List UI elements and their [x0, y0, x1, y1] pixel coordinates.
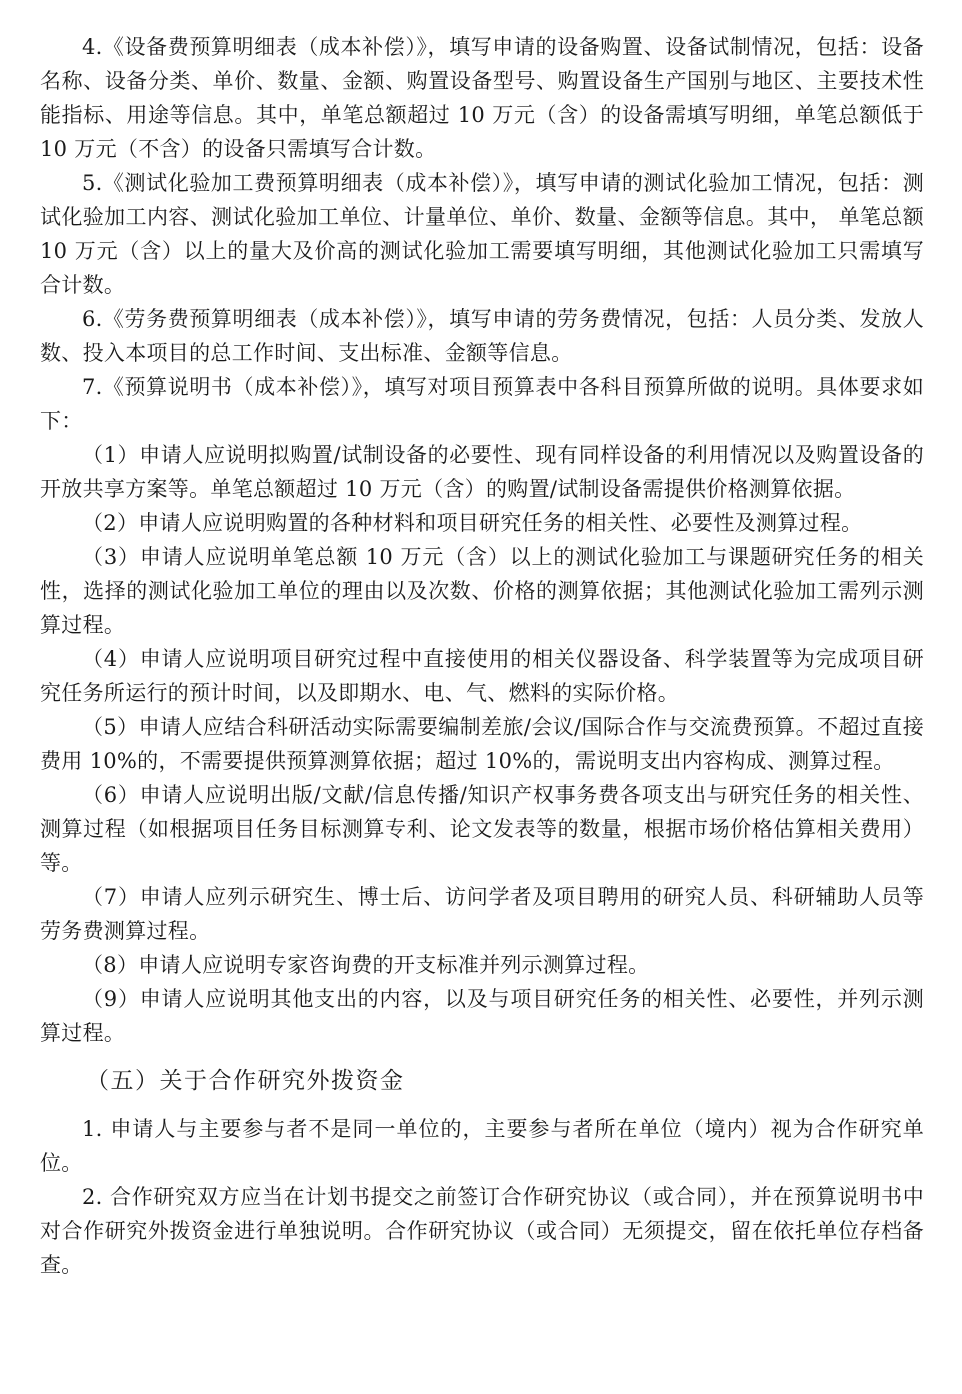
list-item: （1）申请人应说明拟购置/试制设备的必要性、现有同样设备的利用情况以及购置设备的开放共享方案等。单笔总额超过 10 万元（含）的购置/试制设备需提供价格测算依据。	[40, 443, 924, 501]
list-item: （3）申请人应说明单笔总额 10 万元（含）以上的测试化验加工与课题研究任务的相关性，选择的测试化验加工单位的理由以及次数、价格的测算依据；其他测试化验加工需列示测算过程。	[40, 545, 924, 637]
paragraph-labor-budget: 6.《劳务费预算明细表（成本补偿）》，填写申请的劳务费情况，包括：人员分类、发放人数、投入本项目的总工作时间、支出标准、金额等信息。	[40, 307, 924, 365]
paragraph-cooperation-agreement: 2. 合作研究双方应当在计划书提交之前签订合作研究协议（或合同），并在预算说明书中对合作研究外拨资金进行单独说明。合作研究协议（或合同）无须提交，留在依托单位存档备查。	[40, 1185, 924, 1277]
list-item: （8）申请人应说明专家咨询费的开支标准并列示测算过程。	[82, 953, 650, 977]
list-item: （2）申请人应说明购置的各种材料和项目研究任务的相关性、必要性及测算过程。	[82, 511, 863, 535]
list-item: （4）申请人应说明项目研究过程中直接使用的相关仪器设备、科学装置等为完成项目研究任务所运行的预计时间，以及即期水、电、气、燃料的实际价格。	[40, 647, 924, 705]
paragraph-cooperation-unit: 1. 申请人与主要参与者不是同一单位的，主要参与者所在单位（境内）视为合作研究单位。	[40, 1117, 924, 1175]
list-item: （6）申请人应说明出版/文献/信息传播/知识产权事务费各项支出与研究任务的相关性、测算过程（如根据项目任务目标测算专利、论文发表等的数量，根据市场价格估算相关费用）等。	[40, 783, 924, 875]
paragraph-testing-budget: 5.《测试化验加工费预算明细表（成本补偿）》，填写申请的测试化验加工情况，包括：测试化验加工内容、测试化验加工单位、计量单位、单价、数量、金额等信息。其中， 单笔总额 10 万元（含）以上的量大及价高的测试化验加工需要填写明细，其他测试化验加工只需填写合计数。	[40, 171, 924, 297]
list-item: （5）申请人应结合科研活动实际需要编制差旅/会议/国际合作与交流费预算。不超过直接费用 10%的，不需要提供预算测算依据；超过 10%的，需说明支出内容构成、测算过程。	[40, 715, 924, 773]
paragraph-budget-explanation: 7.《预算说明书（成本补偿）》，填写对项目预算表中各科目预算所做的说明。具体要求如下：	[40, 375, 924, 433]
section-heading: （五）关于合作研究外拨资金	[86, 1068, 405, 1094]
list-item: （7）申请人应列示研究生、博士后、访问学者及项目聘用的研究人员、科研辅助人员等劳务费测算过程。	[40, 885, 924, 943]
list-item: （9）申请人应说明其他支出的内容，以及与项目研究任务的相关性、必要性，并列示测算过程。	[40, 987, 924, 1045]
document-page	[40, 30, 924, 1282]
paragraph-equipment-budget: 4.《设备费预算明细表（成本补偿）》，填写申请的设备购置、设备试制情况，包括：设备名称、设备分类、单价、数量、金额、购置设备型号、购置设备生产国别与地区、主要技术性能指标、用途等信息。其中，单笔总额超过 10 万元（含）的设备需填写明细，单笔总额低于 10 万元（不含）的设备只需填写合计数。	[40, 35, 924, 161]
